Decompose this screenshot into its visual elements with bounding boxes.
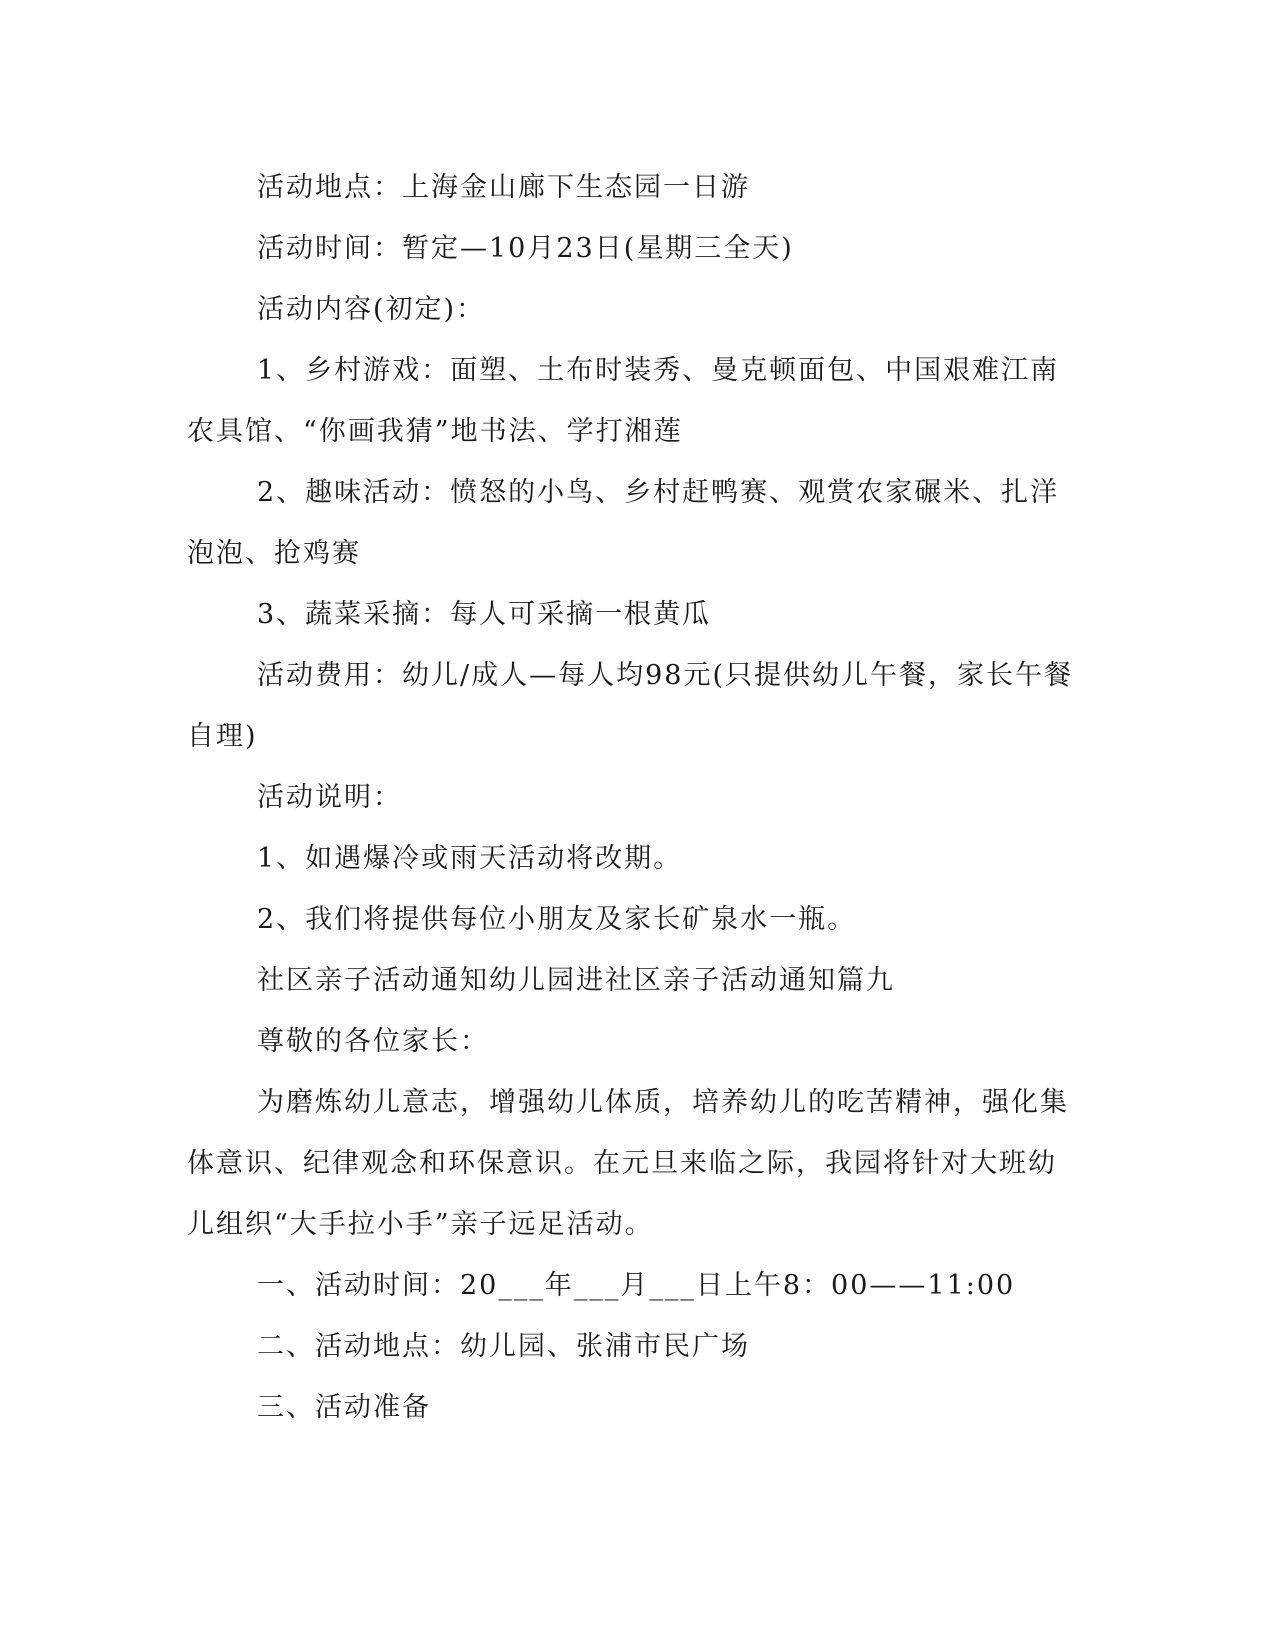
paragraph-location: 活动地点：上海金山廊下生态园一日游 — [257, 172, 750, 203]
paragraph-note-1: 1、如遇爆冷或雨天活动将改期。 — [257, 843, 683, 874]
paragraph-content-heading: 活动内容(初定)： — [257, 294, 486, 325]
paragraph-time: 活动时间：暂定—10月23日(星期三全天) — [257, 233, 794, 264]
paragraph-item-2: 2、趣味活动：愤怒的小鸟、乡村赶鸭赛、观赏农家碾米、扎洋泡泡、抢鸡赛 — [187, 477, 1060, 569]
section-title: 社区亲子活动通知幼儿园进社区亲子活动通知篇九 — [257, 965, 895, 996]
paragraph-note-2: 2、我们将提供每位小朋友及家长矿泉水一瓶。 — [257, 904, 857, 935]
document-body — [187, 157, 1077, 1438]
salutation: 尊敬的各位家长： — [257, 1026, 489, 1057]
paragraph-intro: 为磨炼幼儿意志，增强幼儿体质，培养幼儿的吃苦精神，强化集体意识、纪律观念和环保意识。在元旦来临之际，我园将针对大班幼儿组织“大手拉小手”亲子远足活动。 — [187, 1087, 1069, 1240]
paragraph-activity-location: 二、活动地点：幼儿园、张浦市民广场 — [257, 1331, 750, 1362]
paragraph-activity-time: 一、活动时间：20___年___月___日上午8：00——11:00 — [257, 1270, 1016, 1301]
paragraph-activity-prep: 三、活动准备 — [257, 1392, 431, 1423]
paragraph-notes-heading: 活动说明： — [257, 782, 402, 813]
paragraph-item-3: 3、蔬菜采摘：每人可采摘一根黄瓜 — [257, 599, 712, 630]
paragraph-fee: 活动费用：幼儿/成人—每人均98元(只提供幼儿午餐，家长午餐自理) — [187, 660, 1073, 752]
paragraph-item-1: 1、乡村游戏：面塑、土布时装秀、曼克顿面包、中国艰难江南农具馆、“你画我猜”地书法、学打湘莲 — [187, 355, 1060, 447]
